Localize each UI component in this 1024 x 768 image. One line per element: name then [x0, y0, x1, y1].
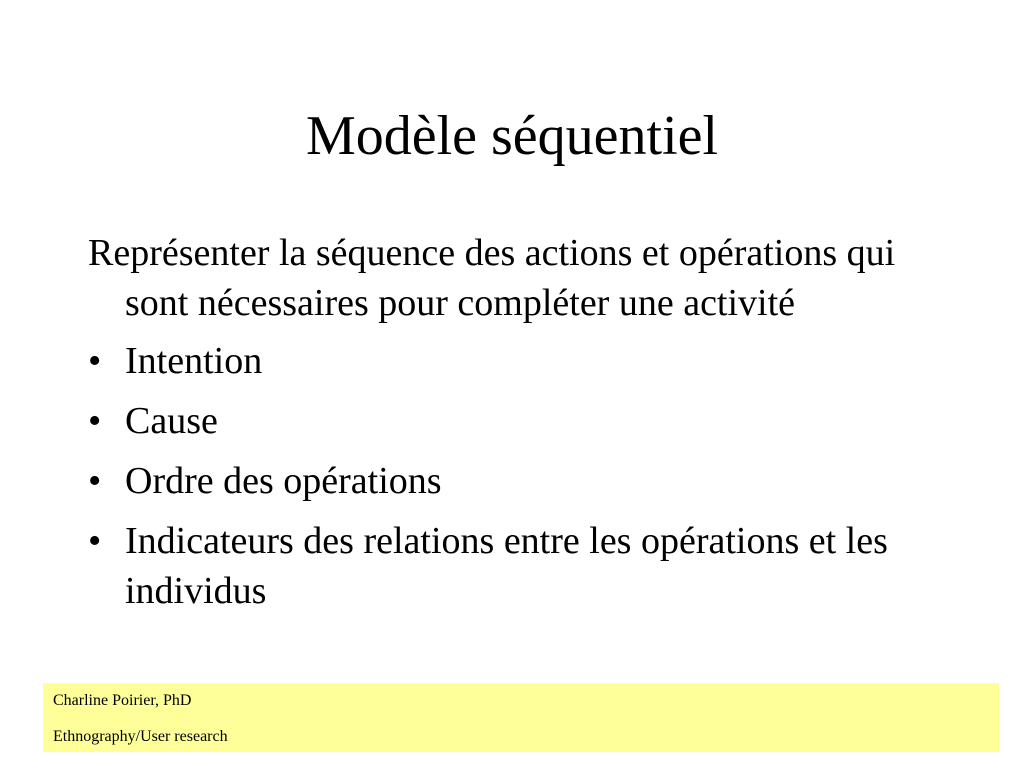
bullet-item-intention	[88, 336, 968, 386]
footer-box	[43, 683, 999, 752]
footer-author: Charline Poirier, PhD	[53, 692, 192, 709]
bullet-item-indicateurs	[88, 516, 968, 616]
intro-paragraph: Représenter la séquence des actions et opérations qui sont nécessaires pour compléter une activité	[88, 232, 896, 324]
slide-title: Modèle séquentiel	[305, 105, 719, 167]
bullet-icon: •	[88, 400, 102, 442]
bullet-text: Intention	[125, 340, 263, 382]
bullet-item-cause	[88, 396, 968, 446]
bullet-list	[88, 336, 968, 616]
bullet-icon: •	[88, 520, 102, 562]
bullet-text: Cause	[125, 400, 218, 442]
bullet-text: Ordre des opérations	[125, 460, 442, 502]
bullet-icon: •	[88, 340, 102, 382]
bullet-icon: •	[88, 460, 102, 502]
footer-topic: Ethnography/User research	[53, 728, 228, 745]
slide-body	[88, 228, 968, 626]
bullet-text: Indicateurs des relations entre les opérations et les individus	[125, 520, 888, 612]
bullet-item-ordre	[88, 456, 968, 506]
